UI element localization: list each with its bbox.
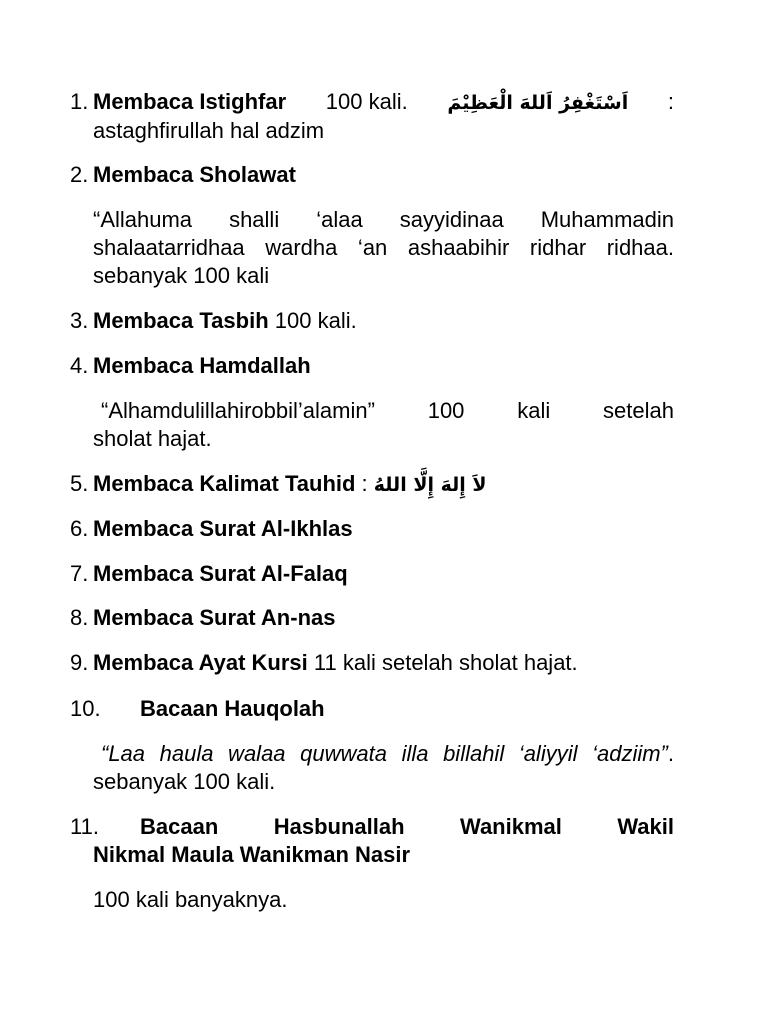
list-item-6 [70,515,674,543]
hasbunallah-count: 100 kali banyaknya. [93,887,288,912]
hauqolah-count: . sebanyak 100 kali. [93,741,674,794]
item-text: 100 kali. [268,308,357,333]
item-number: 6. [70,516,89,541]
item-heading: Bacaan Hauqolah [140,696,325,721]
hamdallah-word: “Alhamdulillahirobbil’alamin” [101,398,375,423]
item-text: 100 kali. [325,89,408,114]
item-heading-line2: Nikmal Maula Wanikman Nasir [93,842,411,867]
hamdallah-word: 100 [427,398,465,423]
list-item-11 [70,813,674,869]
item-heading: Membaca Ayat Kursi [93,650,308,675]
item-number: 4. [70,353,89,378]
list-item-3 [70,307,674,335]
item-text: 11 kali setelah sholat hajat. [307,650,578,675]
item-number: 11. [70,814,99,839]
item-heading: Membaca Surat Al-Ikhlas [93,516,353,541]
istighfar-arabic-text: اَسْتَغْفِرُ اَللهَ الْعَظِيْمَ [447,92,629,114]
item-number: 8. [70,605,89,630]
hamdallah-word: setelah [603,398,674,423]
item-number: 5. [70,471,89,496]
list-item-8 [70,604,674,632]
hamdallah-line1 [93,397,674,425]
tauhid-arabic-text: لاَ إِلهَ إِلَّا اللهُ [373,474,487,496]
item-heading: Membaca Sholawat [93,162,296,187]
hamdallah-line2: sholat hajat. [93,426,212,451]
item-heading-word: Wanikmal [460,814,562,839]
item-heading-word: Wakil [617,814,674,839]
item-number: 9. [70,650,89,675]
sholawat-text: “Allahuma shalli ‘alaa sayyidinaa Muhammadin shalaatarridhaa wardha ‘an ashaabihir ridhar ridhaa. sebanyak 100 kali [93,207,674,288]
item-number: 2. [70,162,89,187]
item-heading: Membaca Kalimat Tauhid [93,471,356,496]
item-number: 10. [70,696,101,721]
item-heading: Membaca Surat An-nas [93,605,336,630]
list-item-11-line1 [70,813,674,841]
item-number: 3. [70,308,89,333]
list-item-1-line1 [70,88,674,117]
item-text-after: : [667,89,674,114]
hamdallah-text [93,397,674,453]
item-number: 1. [70,89,89,114]
list-item-2 [70,161,674,189]
hauqolah-italic: “Laa haula walaa quwwata illa billahil ‘aliyyil ‘adziim” [101,741,668,766]
hauqolah-text [93,740,674,796]
hamdallah-word: kali [517,398,551,423]
item-heading: Membaca Istighfar [93,89,287,114]
list-item-1 [70,88,674,145]
list-item-10 [70,695,674,723]
item-heading: Membaca Tasbih [93,308,269,333]
item-text: : [355,471,374,496]
item-heading: Membaca Surat Al-Falaq [93,561,348,586]
list-item-4 [70,352,674,380]
item-number: 7. [70,561,89,586]
istighfar-transliteration: astaghfirullah hal adzim [93,118,325,143]
list-item-5 [70,470,674,499]
item-heading-word: Hasbunallah [273,814,405,839]
list-item-9 [70,649,674,677]
item-heading: Membaca Hamdallah [93,353,311,378]
list-item-7 [70,560,674,588]
item-heading-word: Bacaan [140,814,219,839]
